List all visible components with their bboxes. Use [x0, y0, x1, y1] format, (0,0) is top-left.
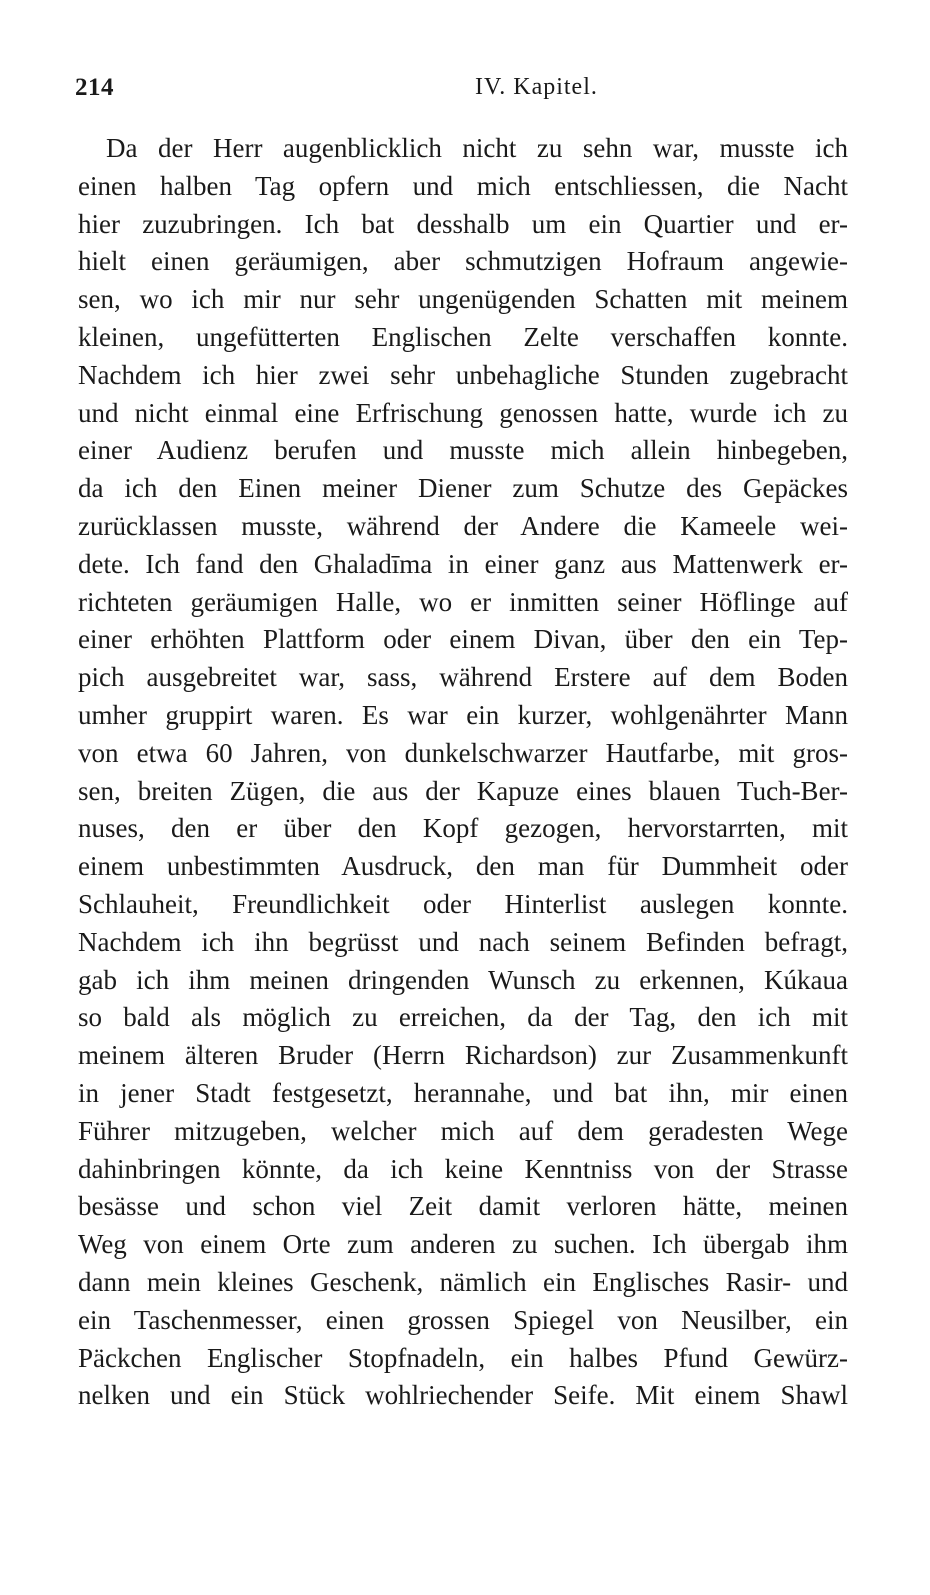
page-number: 214	[75, 74, 114, 101]
text-line: gab ich ihm meinen dringenden Wunsch zu erkennen, Kúkaua	[78, 964, 848, 995]
text-line: Führer mitzugeben, welcher mich auf dem geradesten Wege	[78, 1115, 848, 1146]
text-line: dahinbringen könnte, da ich keine Kenntniss von der Strasse	[78, 1153, 848, 1184]
text-line: ein Taschenmesser, einen grossen Spiegel von Neusilber, ein	[78, 1304, 848, 1335]
text-line: pich ausgebreitet war, sass, während Erstere auf dem Boden	[78, 662, 848, 693]
text-line: Da der Herr augenblicklich nicht zu sehn war, musste ich	[106, 133, 848, 163]
body-paragraph	[78, 130, 848, 1415]
text-line: Nachdem ich hier zwei sehr unbehagliche Stunden zugebracht	[78, 359, 848, 390]
text-line: richteten geräumigen Halle, wo er inmitten seiner Höflinge auf	[78, 586, 848, 617]
text-line: einem unbestimmten Ausdruck, den man für Dummheit oder	[78, 851, 848, 882]
text-line: zurücklassen musste, während der Andere die Kameele wei-	[78, 510, 848, 541]
text-line: nelken und ein Stück wohlriechender Seife. Mit einem Shawl	[78, 1380, 848, 1411]
text-line: Weg von einem Orte zum anderen zu suchen. Ich übergab ihm	[78, 1229, 848, 1260]
text-line: sen, breiten Zügen, die aus der Kapuze eines blauen Tuch-Ber-	[78, 775, 848, 806]
chapter-heading: IV. Kapitel.	[475, 74, 598, 100]
text-line: sen, wo ich mir nur sehr ungenügenden Schatten mit meinem	[78, 284, 848, 315]
text-line: hier zuzubringen. Ich bat desshalb um ein Quartier und er-	[78, 208, 848, 239]
text-line: besässe und schon viel Zeit damit verloren hätte, meinen	[78, 1191, 848, 1222]
text-line: so bald als möglich zu erreichen, da der Tag, den ich mit	[78, 1002, 848, 1033]
text-line: dete. Ich fand den Ghaladīma in einer ganz aus Mattenwerk er-	[78, 548, 848, 579]
text-line: kleinen, ungefütterten Englischen Zelte verschaffen konnte.	[78, 321, 848, 352]
text-line: einen halben Tag opfern und mich entschliessen, die Nacht	[78, 170, 848, 201]
text-line: und nicht einmal eine Erfrischung genossen hatte, wurde ich zu	[78, 397, 848, 428]
page-header	[75, 74, 855, 114]
text-line: da ich den Einen meiner Diener zum Schutze des Gepäckes	[78, 473, 848, 504]
text-line: in jener Stadt festgesetzt, herannahe, und bat ihn, mir einen	[78, 1077, 848, 1108]
text-line: einer erhöhten Plattform oder einem Divan, über den ein Tep-	[78, 624, 848, 655]
text-line: dann mein kleines Geschenk, nämlich ein Englisches Rasir- und	[78, 1266, 848, 1297]
text-line: Päckchen Englischer Stopfnadeln, ein halbes Pfund Gewürz-	[78, 1342, 848, 1373]
text-line: Nachdem ich ihn begrüsst und nach seinem Befinden befragt,	[78, 926, 848, 957]
text-line: nuses, den er über den Kopf gezogen, hervorstarrten, mit	[78, 813, 848, 844]
text-line: meinem älteren Bruder (Herrn Richardson) zur Zusammenkunft	[78, 1040, 848, 1071]
text-line: umher gruppirt waren. Es war ein kurzer, wohlgenährter Mann	[78, 699, 848, 730]
text-line: Schlauheit, Freundlichkeit oder Hinterlist auslegen konnte.	[78, 888, 848, 919]
text-line: von etwa 60 Jahren, von dunkelschwarzer Hautfarbe, mit gros-	[78, 737, 848, 768]
text-line: hielt einen geräumigen, aber schmutzigen Hofraum angewie-	[78, 246, 848, 277]
text-line: einer Audienz berufen und musste mich allein hinbegeben,	[78, 435, 848, 466]
